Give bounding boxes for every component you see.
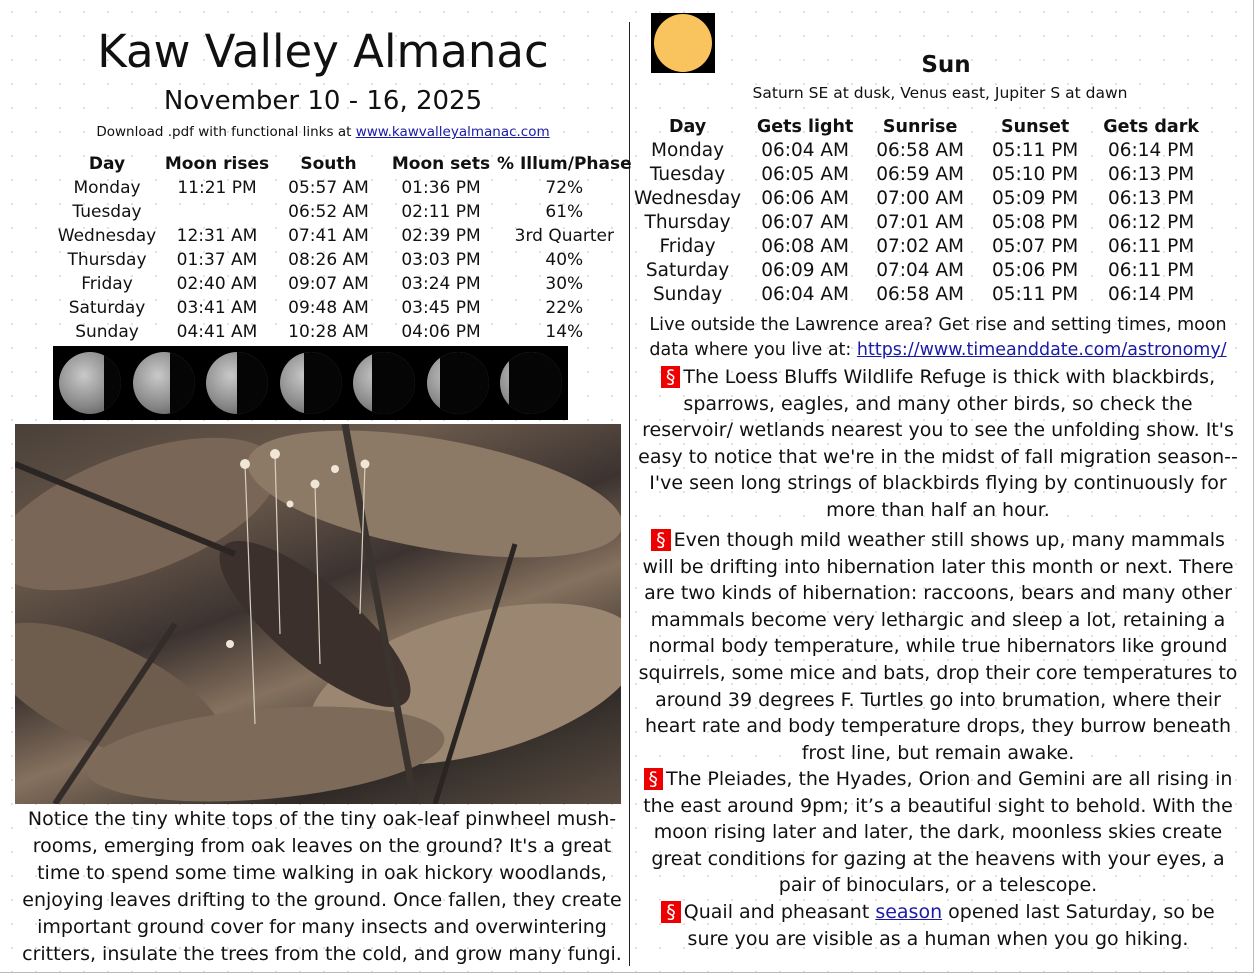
moon-day: Wednesday: [57, 226, 157, 246]
page-title: Kaw Valley Almanac: [97, 25, 549, 78]
sun-table-header: [634, 115, 1203, 138]
moon-header-rises: Moon rises: [164, 154, 270, 174]
moon-phase-shadow: [440, 352, 488, 414]
moon-day: Tuesday: [72, 202, 142, 222]
download-text: Download .pdf with functional links at: [96, 124, 356, 140]
moon-illum: 40%: [545, 250, 584, 270]
moon-phase-strip: [53, 346, 568, 420]
table-row: [634, 282, 1203, 306]
sun-sunset: 05:07 PM: [991, 235, 1079, 257]
moon-south: 08:26 AM: [288, 250, 369, 270]
moon-rise: 04:41 AM: [176, 322, 258, 342]
sun-gets-dark: 06:13 PM: [1107, 163, 1195, 185]
table-row: [634, 234, 1203, 258]
sun-day: Monday: [651, 139, 725, 161]
sun-gets-dark: 06:13 PM: [1107, 187, 1195, 209]
sun-gets-light: 06:09 AM: [761, 259, 850, 281]
moon-illum: 72%: [545, 178, 584, 198]
note-constellations: [638, 766, 1238, 899]
table-row: [52, 224, 632, 248]
note-loess-bluffs: [638, 364, 1238, 524]
sun-gets-dark: 06:11 PM: [1107, 235, 1195, 257]
note-text: Even though mild weather still shows up, many mammals will be drifting into hibernation later this month or next. There are two kinds of hibernation: raccoons, bears and many other mammals become very lethargic and sleep a lot, retaining a normal body temperature, while true hibernators like ground squirrels, some mice and bats, drop their core temperatures to around 39 degrees F. Turtles go into brumation, where their heart rate and body temperature drops, they burrow beneath frost line, but remain awake.: [638, 529, 1238, 764]
sun-sunrise: 06:58 AM: [876, 283, 965, 305]
moon-day: Thursday: [67, 250, 147, 270]
moon-south: 07:41 AM: [288, 226, 369, 246]
sun-gets-light: 06:05 AM: [761, 163, 850, 185]
note-text: opened last Saturday, so be sure you are visible as a human when you go hiking.: [687, 901, 1215, 950]
moon-day: Saturday: [68, 298, 146, 318]
table-row: [52, 272, 632, 296]
moon-illum: 3rd Quarter: [514, 226, 615, 246]
moon-header-south: South: [300, 154, 357, 174]
sun-gets-light: 06:08 AM: [761, 235, 850, 257]
photo-caption: Notice the tiny white tops of the tiny oak-leaf pinwheel mush-rooms, emerging from oak leaves on the ground? It's a great time to spend some time walking in oak hickory woodlands, enjoying leaves drifting to the ground. Once fallen, they create important ground cover for many insects and overwintering critters, insulate the trees from the cold, and grow many fungi.: [22, 808, 622, 965]
sun-table: [634, 115, 1203, 306]
moon-south: 06:52 AM: [288, 202, 369, 222]
section-icon: §: [661, 901, 681, 923]
table-row: [634, 210, 1203, 234]
moon-phase-image: [494, 346, 568, 420]
moon-phase-shadow: [372, 352, 415, 414]
mushroom-photo: [15, 424, 621, 804]
sun-gets-dark: 06:12 PM: [1107, 211, 1195, 233]
planets-line: Saturn SE at dusk, Venus east, Jupiter S at dawn: [752, 84, 1128, 102]
moon-set: 02:39 PM: [401, 226, 481, 246]
moon-phase-shadow: [104, 352, 121, 414]
sun-gets-light: 06:06 AM: [761, 187, 850, 209]
moon-rise: 01:37 AM: [176, 250, 258, 270]
moon-illum: 14%: [545, 322, 584, 342]
sun-sunset: 05:10 PM: [991, 163, 1079, 185]
moon-rise: [162, 200, 272, 224]
oak-leaf-litter-illustration: [15, 424, 621, 804]
moon-phase-image: [127, 346, 201, 420]
sun-day: Saturday: [645, 259, 730, 281]
moon-phase-shadow: [170, 352, 194, 414]
moon-rise: 03:41 AM: [176, 298, 258, 318]
sun-header-gets-light: Gets light: [756, 116, 854, 137]
note-text: The Loess Bluffs Wildlife Refuge is thick with blackbirds, sparrows, eagles, and many other birds, so check the reservoir/ wetlands nearest you to see the unfolding show. It's easy to notice that we're in the midst of fall migration season--I've seen long strings of blackbirds flying by continuously for more than half an hour.: [638, 366, 1238, 521]
sun-sunrise: 06:58 AM: [876, 139, 965, 161]
moon-set: 03:24 PM: [401, 274, 481, 294]
moon-day: Friday: [81, 274, 133, 294]
moon-phase-image: [200, 346, 274, 420]
sun-gets-light: 06:04 AM: [761, 139, 850, 161]
outside-lawrence-note: [638, 313, 1238, 363]
almanac-website-link[interactable]: www.kawvalleyalmanac.com: [355, 124, 550, 140]
moon-rise: 11:21 PM: [177, 178, 257, 198]
moon-phase-shadow: [304, 352, 341, 414]
table-row: [634, 186, 1203, 210]
sun-sunset: 05:11 PM: [991, 283, 1079, 305]
moon-table-header: [52, 152, 632, 176]
timeanddate-link[interactable]: https://www.timeanddate.com/astronomy/: [856, 340, 1227, 360]
sun-sunrise: 07:00 AM: [876, 187, 965, 209]
moon-set: 02:11 PM: [401, 202, 481, 222]
moon-phase-image: [421, 346, 495, 420]
moon-illum: 61%: [545, 202, 584, 222]
moon-header-illum: % Illum/Phase: [497, 154, 632, 174]
moon-set: 03:03 PM: [401, 250, 481, 270]
moon-illum: 30%: [545, 274, 584, 294]
season-link[interactable]: season: [875, 901, 943, 923]
table-row: [52, 200, 632, 224]
moon-phase-shadow: [509, 352, 562, 414]
sun-sunset: 05:09 PM: [991, 187, 1079, 209]
sun-day: Sunday: [652, 283, 723, 305]
moon-set: 03:45 PM: [401, 298, 481, 318]
sun-sunset: 05:06 PM: [991, 259, 1079, 281]
moon-set: 04:06 PM: [401, 322, 481, 342]
sun-sunrise: 07:01 AM: [876, 211, 965, 233]
sun-sunset: 05:08 PM: [991, 211, 1079, 233]
table-row: [52, 320, 632, 344]
section-icon: §: [651, 529, 671, 551]
section-icon: §: [644, 768, 664, 790]
table-row: [52, 296, 632, 320]
moon-phase-shadow: [237, 352, 268, 414]
moon-table: [52, 152, 632, 344]
moon-day: Sunday: [75, 322, 139, 342]
moon-day: Monday: [73, 178, 141, 198]
moon-south: 10:28 AM: [288, 322, 369, 342]
moon-rise: 02:40 AM: [176, 274, 258, 294]
sun-sunrise: 07:04 AM: [876, 259, 965, 281]
note-text: The Pleiades, the Hyades, Orion and Gemini are all rising in the east around 9pm; it’s a beautiful sight to behold. With the moon rising later and later, the dark, moonless skies create great conditions for gazing at the heavens with your eyes, a pair of binoculars, or a telescope.: [643, 768, 1233, 897]
moon-header-day: Day: [88, 154, 126, 174]
table-row: [634, 258, 1203, 282]
note-hibernation: [638, 527, 1238, 766]
sun-day: Wednesday: [634, 187, 742, 209]
table-row: [634, 162, 1203, 186]
moon-south: 09:48 AM: [288, 298, 369, 318]
sun-day: Thursday: [644, 211, 731, 233]
sun-header-gets-dark: Gets dark: [1103, 116, 1199, 137]
sun-header-sunrise: Sunrise: [882, 116, 958, 137]
moon-header-sets: Moon sets: [391, 154, 491, 174]
table-row: [52, 248, 632, 272]
note-text: Quail and pheasant: [683, 901, 876, 923]
note-quail-season: [638, 899, 1238, 952]
sun-gets-dark: 06:11 PM: [1107, 259, 1195, 281]
moon-phase-image: [274, 346, 348, 420]
sun-gets-light: 06:04 AM: [761, 283, 850, 305]
sun-day: Friday: [659, 235, 716, 257]
moon-south: 05:57 AM: [288, 178, 369, 198]
sun-gets-dark: 06:14 PM: [1107, 139, 1195, 161]
sun-header-sunset: Sunset: [1001, 116, 1070, 137]
moon-south: 09:07 AM: [288, 274, 369, 294]
sun-sunrise: 06:59 AM: [876, 163, 965, 185]
sun-sunset: 05:11 PM: [991, 139, 1079, 161]
table-row: [52, 176, 632, 200]
sun-header-day: Day: [668, 116, 707, 137]
sun-sunrise: 07:02 AM: [876, 235, 965, 257]
section-icon: §: [661, 366, 681, 388]
date-range: November 10 - 16, 2025: [163, 86, 483, 116]
moon-set: 01:36 PM: [401, 178, 481, 198]
moon-phase-image: [53, 346, 127, 420]
moon-phase-image: [347, 346, 421, 420]
moon-illum: 22%: [545, 298, 584, 318]
table-row: [634, 138, 1203, 162]
download-line: [20, 123, 626, 141]
sun-gets-dark: 06:14 PM: [1107, 283, 1195, 305]
sun-gets-light: 06:07 AM: [761, 211, 850, 233]
outside-lawrence-text: Live outside the Lawrence area? Get rise and setting times, moon data where you live at:: [649, 315, 1227, 360]
sun-day: Tuesday: [649, 163, 726, 185]
sun-heading: Sun: [921, 52, 971, 78]
moon-rise: 12:31 AM: [176, 226, 258, 246]
